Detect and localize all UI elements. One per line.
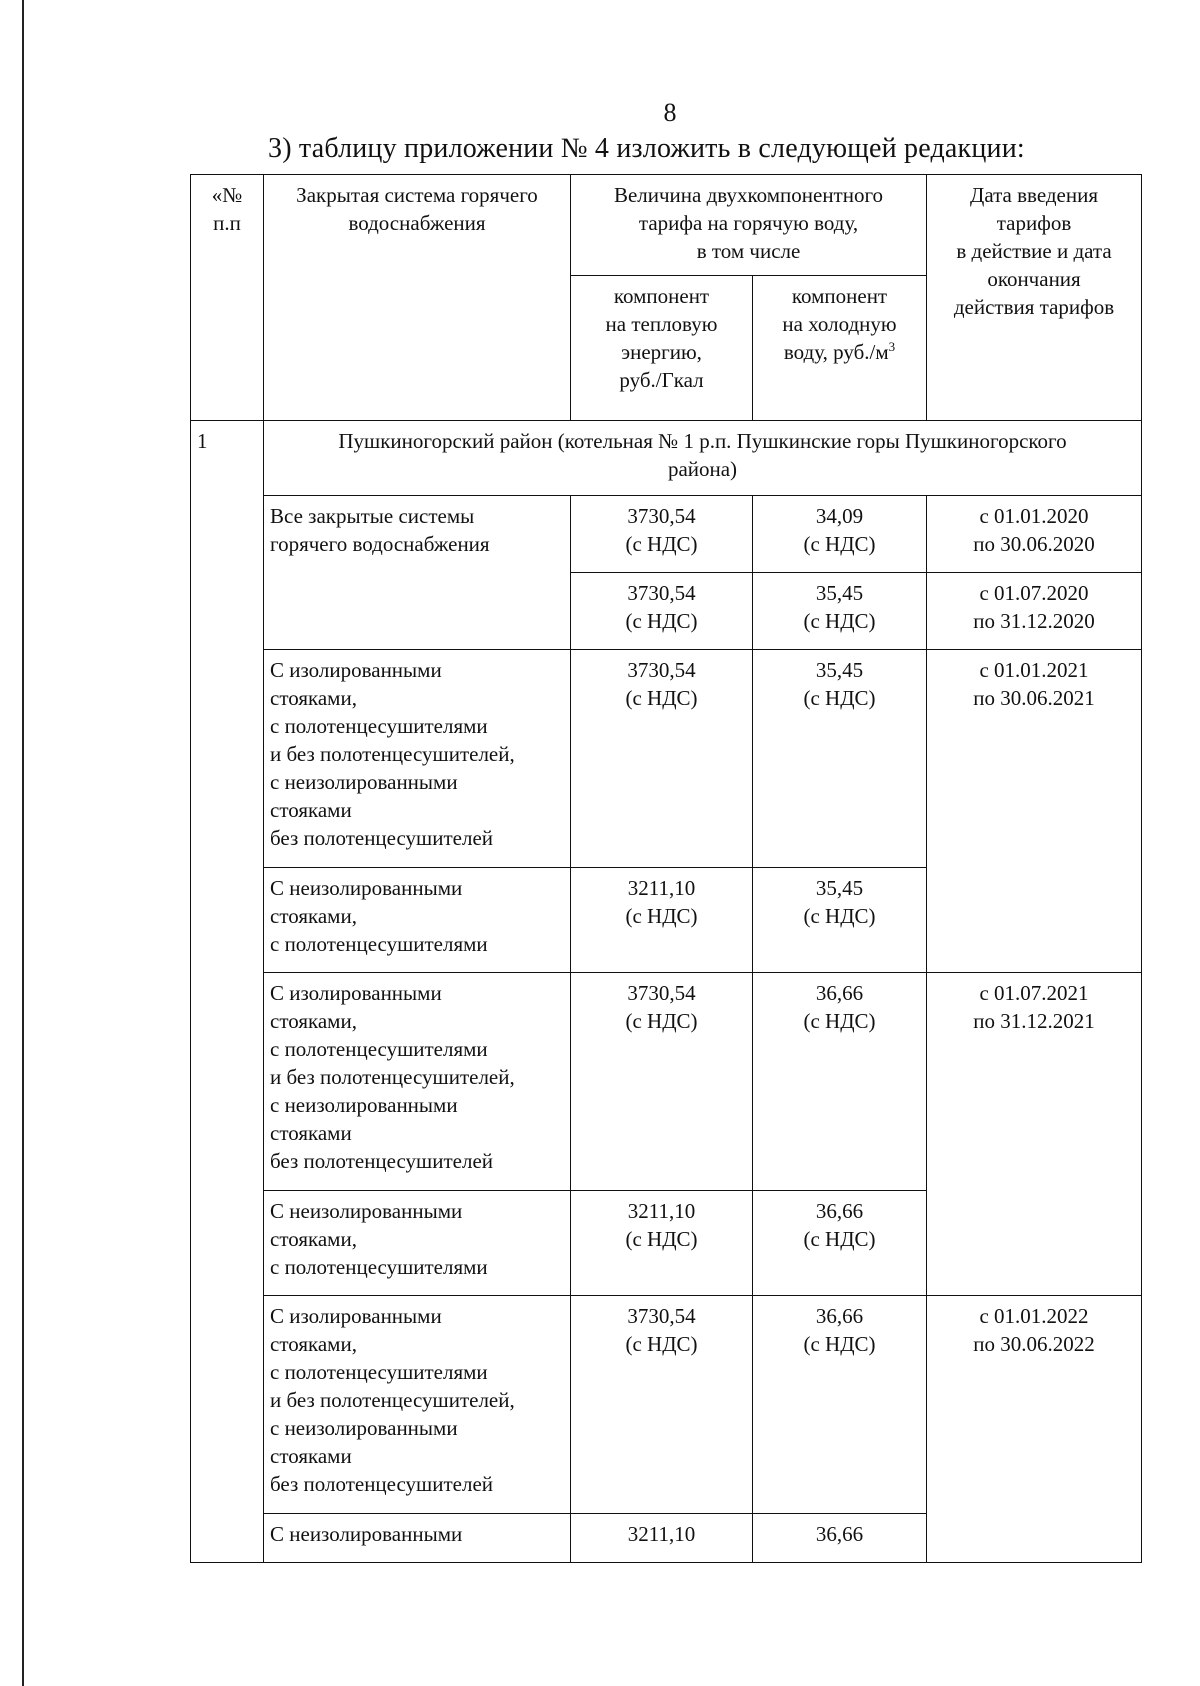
water-cell <box>753 1296 927 1514</box>
system-line: с неизолированными <box>270 1416 458 1440</box>
water-vat: (с НДС) <box>803 609 876 633</box>
header-heat-line: энергию, <box>621 340 702 364</box>
system-line: с полотенцесушителями <box>270 932 488 956</box>
date-from: с 01.01.2022 <box>979 1304 1089 1328</box>
water-value: 34,09 <box>815 504 864 528</box>
header-water-line: компонент <box>791 284 888 308</box>
date-to: по 30.06.2020 <box>973 532 1095 556</box>
water-cell <box>753 573 927 650</box>
system-line: без полотенцесушителей <box>270 1149 494 1173</box>
header-dates-line: тарифов <box>996 211 1072 235</box>
heat-vat: (с НДС) <box>625 904 698 928</box>
system-cell <box>264 973 571 1191</box>
heat-cell <box>571 973 753 1191</box>
water-cell <box>753 868 927 973</box>
header-tariff-line: тарифа на горячую воду, <box>638 211 859 235</box>
water-cell <box>753 496 927 573</box>
system-line: без полотенцесушителей <box>270 1472 494 1496</box>
system-line: стояками, <box>270 1227 357 1251</box>
system-line: стояками <box>270 798 352 822</box>
section-row <box>191 421 1142 496</box>
header-heat-line: на тепловую <box>605 312 718 336</box>
system-line: Все закрытые системы <box>270 504 475 528</box>
heat-vat: (с НДС) <box>625 1009 698 1033</box>
header-heat-line: руб./Гкал <box>619 368 704 392</box>
system-line: стояками <box>270 1121 352 1145</box>
water-cell <box>753 1514 927 1563</box>
heat-cell <box>571 496 753 573</box>
header-tariff-line: в том числе <box>696 239 801 263</box>
header-water-unit: воду, руб./м <box>783 340 889 364</box>
system-line: стояками, <box>270 686 357 710</box>
header-system-line: Закрытая система горячего <box>296 183 538 207</box>
section-title <box>264 421 1142 496</box>
scan-edge-line <box>22 0 24 1686</box>
water-value: 35,45 <box>815 876 864 900</box>
system-line: с полотенцесушителями <box>270 1360 488 1384</box>
heat-cell <box>571 1191 753 1296</box>
header-system <box>264 175 571 421</box>
header-row <box>191 175 1142 276</box>
date-from: с 01.07.2021 <box>979 981 1089 1005</box>
heat-vat: (с НДС) <box>625 1332 698 1356</box>
system-cell <box>264 1514 571 1563</box>
heat-vat: (с НДС) <box>625 532 698 556</box>
system-line: и без полотенцесушителей, <box>270 1388 515 1412</box>
dates-cell <box>927 973 1142 1296</box>
system-line: стояками, <box>270 1332 357 1356</box>
heat-cell <box>571 1514 753 1563</box>
intro-text: 3) таблицу приложении № 4 изложить в следующей редакции: <box>268 133 1025 164</box>
heat-value: 3730,54 <box>627 504 696 528</box>
water-vat: (с НДС) <box>803 686 876 710</box>
heat-cell <box>571 1296 753 1514</box>
section-title-line: Пушкиногорский район (котельная № 1 р.п. Пушкинские горы Пушкиногорского <box>338 429 1067 453</box>
heat-cell <box>571 650 753 868</box>
header-dates-line: окончания <box>987 267 1081 291</box>
water-value: 36,66 <box>815 1522 864 1546</box>
system-line: стояками <box>270 1444 352 1468</box>
date-to: по 31.12.2021 <box>973 1009 1095 1033</box>
system-line: с неизолированными <box>270 770 458 794</box>
header-system-line: водоснабжения <box>348 211 486 235</box>
date-from: с 01.01.2021 <box>979 658 1089 682</box>
date-to: по 31.12.2020 <box>973 609 1095 633</box>
heat-value: 3730,54 <box>627 981 696 1005</box>
header-water-line: на холодную <box>782 312 897 336</box>
section-title-line: района) <box>667 457 738 481</box>
date-to: по 30.06.2021 <box>973 686 1095 710</box>
system-line: стояками, <box>270 904 357 928</box>
system-line: С изолированными <box>270 658 442 682</box>
header-num <box>191 175 264 421</box>
heat-value: 3211,10 <box>627 1522 696 1546</box>
system-cell <box>264 868 571 973</box>
header-num-line: п.п <box>213 211 241 235</box>
heat-vat: (с НДС) <box>625 686 698 710</box>
table-row <box>191 1296 1142 1514</box>
system-line: с полотенцесушителями <box>270 1037 488 1061</box>
system-cell <box>264 1296 571 1514</box>
system-line: с полотенцесушителями <box>270 1255 488 1279</box>
system-line: С неизолированными <box>270 876 463 900</box>
system-line: С изолированными <box>270 1304 442 1328</box>
page-number: 8 <box>663 98 677 127</box>
heat-value: 3211,10 <box>627 1199 696 1223</box>
header-water-line <box>759 338 920 366</box>
water-value: 36,66 <box>815 1199 864 1223</box>
system-line: С неизолированными <box>270 1199 463 1223</box>
water-cell <box>753 973 927 1191</box>
system-line: с неизолированными <box>270 1093 458 1117</box>
heat-value: 3730,54 <box>627 658 696 682</box>
water-value: 36,66 <box>815 981 864 1005</box>
header-dates <box>927 175 1142 421</box>
dates-cell <box>927 650 1142 973</box>
header-dates-line: в действие и дата <box>956 239 1112 263</box>
table-row <box>191 973 1142 1191</box>
table-row <box>191 650 1142 868</box>
water-vat: (с НДС) <box>803 1227 876 1251</box>
header-dates-line: действия тарифов <box>953 295 1115 319</box>
heat-value: 3730,54 <box>627 581 696 605</box>
dates-cell <box>927 496 1142 573</box>
heat-value: 3211,10 <box>627 876 696 900</box>
system-line: без полотенцесушителей <box>270 826 494 850</box>
header-dates-line: Дата введения <box>970 183 1099 207</box>
heat-vat: (с НДС) <box>625 609 698 633</box>
header-heat-line: компонент <box>613 284 710 308</box>
water-value: 35,45 <box>815 658 864 682</box>
date-from: с 01.01.2020 <box>979 504 1089 528</box>
system-line: и без полотенцесушителей, <box>270 742 515 766</box>
header-water <box>753 276 927 421</box>
tariff-table <box>190 174 1142 1563</box>
heat-cell <box>571 573 753 650</box>
system-line: С неизолированными <box>270 1522 463 1546</box>
header-num-line: «№ <box>211 183 243 207</box>
heat-cell <box>571 868 753 973</box>
system-line: С изолированными <box>270 981 442 1005</box>
water-value: 35,45 <box>815 581 864 605</box>
header-heat <box>571 276 753 421</box>
system-line: с полотенцесушителями <box>270 714 488 738</box>
dates-cell <box>927 1296 1142 1563</box>
system-cell <box>264 1191 571 1296</box>
header-water-sup: 3 <box>888 339 896 354</box>
system-line: стояками, <box>270 1009 357 1033</box>
heat-vat: (с НДС) <box>625 1227 698 1251</box>
water-cell <box>753 1191 927 1296</box>
date-to: по 30.06.2022 <box>973 1332 1095 1356</box>
dates-cell <box>927 573 1142 650</box>
section-num: 1 <box>191 421 264 1563</box>
system-cell <box>264 496 571 650</box>
header-tariff <box>571 175 927 276</box>
water-value: 36,66 <box>815 1304 864 1328</box>
system-line: и без полотенцесушителей, <box>270 1065 515 1089</box>
system-line: горячего водоснабжения <box>270 532 490 556</box>
water-vat: (с НДС) <box>803 1332 876 1356</box>
water-cell <box>753 650 927 868</box>
system-cell <box>264 650 571 868</box>
date-from: с 01.07.2020 <box>979 581 1089 605</box>
water-vat: (с НДС) <box>803 1009 876 1033</box>
table-row <box>191 496 1142 573</box>
header-tariff-line: Величина двухкомпонентного <box>613 183 884 207</box>
water-vat: (с НДС) <box>803 904 876 928</box>
water-vat: (с НДС) <box>803 532 876 556</box>
heat-value: 3730,54 <box>627 1304 696 1328</box>
